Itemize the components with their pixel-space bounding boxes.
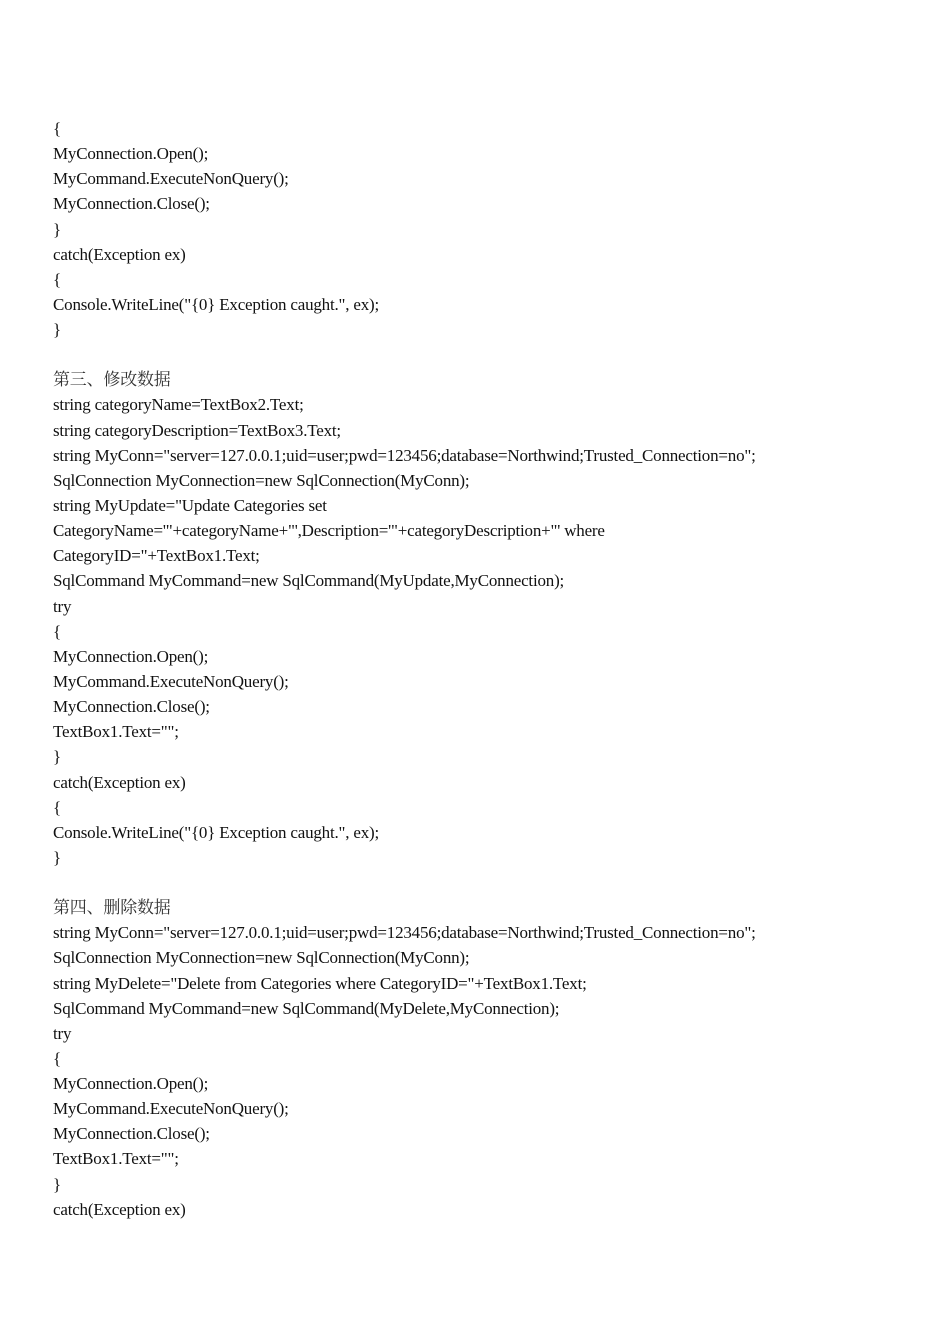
code-line: SqlCommand MyCommand=new SqlCommand(MyUpdate,MyConnection); [53,571,565,591]
code-line: MyCommand.ExecuteNonQuery(); [53,1099,289,1119]
code-line: CategoryID="+TextBox1.Text; [53,546,260,566]
code-line: SqlCommand MyCommand=new SqlCommand(MyDelete,MyConnection); [53,998,560,1018]
code-line: MyConnection.Open(); [53,646,209,666]
code-line: { [53,797,61,817]
code-block-update [53,392,933,870]
code-line: string MyDelete="Delete from Categories where CategoryID="+TextBox1.Text; [53,973,587,993]
code-line: string MyConn="server=127.0.0.1;uid=user;pwd=123456;database=Northwind;Trusted_Connection=no"; [53,923,756,943]
code-line: MyCommand.ExecuteNonQuery(); [53,169,289,189]
code-line: MyConnection.Close(); [53,194,210,214]
code-line: } [53,747,61,767]
section-heading-delete: 第四、删除数据 [53,898,171,918]
code-line: catch(Exception ex) [53,1199,186,1219]
code-line: } [53,1174,61,1194]
code-line: MyCommand.ExecuteNonQuery(); [53,671,289,691]
code-block-insert-tail [53,116,933,342]
code-line: MyConnection.Open(); [53,144,209,164]
code-line: CategoryName='"+categoryName+"',Description='"+categoryDescription+"' where [53,521,605,541]
code-line: string categoryName=TextBox2.Text; [53,395,304,415]
code-block-delete [53,920,933,1222]
document-page [53,116,933,1222]
code-line: { [53,1048,61,1068]
code-line: } [53,847,61,867]
code-line: SqlConnection MyConnection=new SqlConnection(MyConn); [53,948,470,968]
code-line: string categoryDescription=TextBox3.Text; [53,420,341,440]
code-line: MyConnection.Open(); [53,1074,209,1094]
code-line: catch(Exception ex) [53,772,186,792]
code-line: { [53,621,61,641]
section-heading-update: 第三、修改数据 [53,370,171,390]
code-line: SqlConnection MyConnection=new SqlConnection(MyConn); [53,470,470,490]
code-line: try [53,596,72,616]
code-line: try [53,1023,72,1043]
code-line: Console.WriteLine("{0} Exception caught.", ex); [53,822,380,842]
code-line: { [53,119,61,138]
code-line: } [53,320,61,340]
code-line: TextBox1.Text=""; [53,1149,179,1169]
code-line: MyConnection.Close(); [53,1124,210,1144]
code-line: MyConnection.Close(); [53,697,210,717]
code-line: string MyConn="server=127.0.0.1;uid=user;pwd=123456;database=Northwind;Trusted_Connection=no"; [53,445,756,465]
code-line: Console.WriteLine("{0} Exception caught.", ex); [53,294,380,314]
code-line: catch(Exception ex) [53,244,186,264]
code-line: } [53,219,61,239]
code-line: TextBox1.Text=""; [53,722,179,742]
code-line: { [53,269,61,289]
code-line: string MyUpdate="Update Categories set [53,495,327,515]
